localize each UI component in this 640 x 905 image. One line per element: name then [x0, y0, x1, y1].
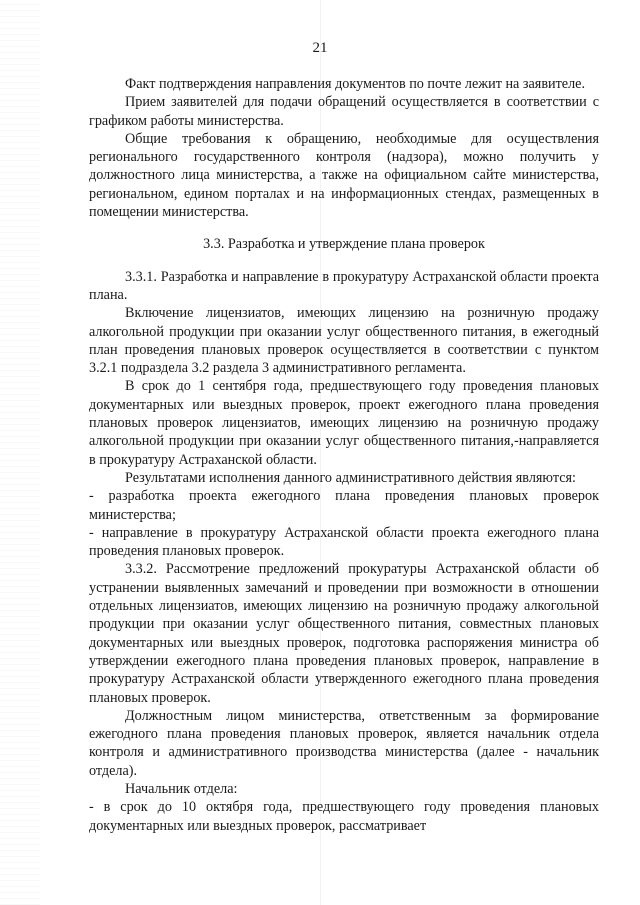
paragraph: 3.3.2. Рассмотрение предложений прокуратуры Астраханской области об устранении выявленных замечаний и проведении при возможности в отношении отдельных лицензиатов, имеющих лицензию на розничную продажу алкогольной продукции при оказании услуг общественного питания, совместных плановых документарных или выездных проверок, подготовка распоряжения министра об утверждении ежегодного плана проведения плановых проверок, направление в прокуратуру Астраханской области утвержденного ежегодного плана проведения плановых проверок.: [89, 561, 599, 706]
paragraph: Начальник отдела:: [125, 780, 238, 797]
list-item: - направление в прокуратуру Астраханской области проекта ежегодного плана проведения плановых проверок.: [89, 524, 599, 560]
list-item: - разработка проекта ежегодного плана проведения плановых проверок министерства;: [89, 488, 599, 523]
scan-edge-artifact: [0, 0, 40, 905]
paragraph: 3.3.1. Разработка и направление в прокуратуру Астраханской области проекта плана.: [89, 268, 599, 303]
paragraph: Общие требования к обращению, необходимые для осуществления регионального государственного контроля (надзора), можно получить у должностного лица министерства, а также на официальном сайте министерства, региональном, едином порталах и на информационных стендах, размещенных в помещении министерства.: [89, 130, 599, 221]
paragraph: Результатами исполнения данного административного действия являются:: [125, 469, 576, 486]
paragraph: Факт подтверждения направления документов по почте лежит на заявителе.: [125, 76, 586, 92]
page-number: 21: [312, 40, 328, 56]
document-body: [89, 75, 599, 835]
paragraph: Должностным лицом министерства, ответственным за формирование ежегодного плана проведения плановых проверок, является начальник отдела контроля и административного производства министерства (далее - начальник отдела).: [89, 707, 599, 779]
paragraph: Включение лицензиатов, имеющих лицензию на розничную продажу алкогольной продукции при оказании услуг общественного питания, в ежегодный план проведения плановых проверок осуществляется в соответствии с пунктом 3.2.1 подраздела 3.2 раздела 3 административного регламента.: [89, 305, 599, 377]
list-item: - в срок до 10 октября года, предшествующего году проведения плановых документарных или выездных проверок, рассматривает: [89, 799, 599, 834]
paragraph: Прием заявителей для подачи обращений осуществляется в соответствии с графиком работы министерства.: [89, 94, 599, 129]
section-heading: 3.3. Разработка и утверждение плана проверок: [203, 236, 485, 253]
paragraph: В срок до 1 сентября года, предшествующего году проведения плановых документарных или выездных проверок, проект ежегодного плана проведения плановых проверок лицензиатов, имеющих лицензию на розничную продажу алкогольной продукции при оказании услуг общественного питания,-направляется в прокуратуру Астраханской области.: [89, 378, 599, 468]
